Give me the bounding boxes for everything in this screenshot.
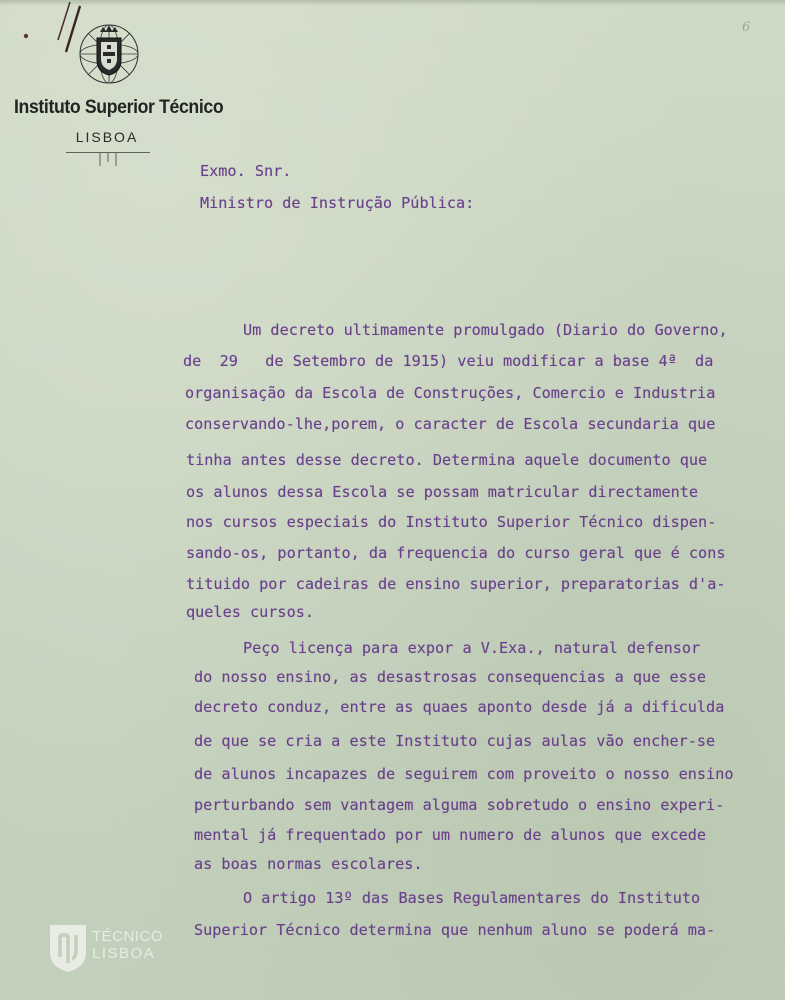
body-line: de alunos incapazes de seguirem com proveito o nosso ensino bbox=[194, 765, 734, 783]
body-line: de 29 de Setembro de 1915) veiu modificar a base 4ª da bbox=[183, 352, 714, 370]
body-line: do nosso ensino, as desastrosas consequencias a que esse bbox=[194, 668, 707, 686]
body-line: tituido por cadeiras de ensino superior, preparatorias d'a- bbox=[186, 575, 726, 593]
body-line: perturbando sem vantagem alguma sobretudo o ensino experi- bbox=[194, 796, 725, 814]
institution-city: LISBOA bbox=[75, 129, 139, 145]
page-number: 6 bbox=[742, 20, 751, 35]
body-line: conservando-lhe,porem, o caracter de Escola secundaria que bbox=[185, 415, 716, 433]
body-line: mental já frequentado por um numero de alunos que excede bbox=[194, 826, 707, 844]
body-line: organisação da Escola de Construções, Comercio e Industria bbox=[185, 384, 716, 402]
paper-edge bbox=[0, 0, 785, 6]
salutation-line-2: Ministro de Instrução Pública: bbox=[200, 194, 475, 212]
body-line: Um decreto ultimamente promulgado (Diario do Governo, bbox=[243, 321, 728, 339]
body-line: nos cursos especiais do Instituto Superior Técnico dispen- bbox=[186, 513, 717, 531]
body-line: sando-os, portanto, da frequencia do curso geral que é cons bbox=[186, 544, 726, 562]
body-line: O artigo 13º das Bases Regulamentares do Instituto bbox=[243, 889, 701, 907]
watermark-line-2: LISBOA bbox=[92, 945, 156, 962]
salutation-line-1: Exmo. Snr. bbox=[200, 162, 292, 180]
coat-of-arms-icon bbox=[76, 20, 142, 86]
tecnico-logo-icon bbox=[46, 923, 90, 973]
body-line: tinha antes desse decreto. Determina aquele documento que bbox=[186, 451, 708, 469]
letterhead-tick-marks bbox=[94, 152, 124, 166]
body-line: de que se cria a este Instituto cujas aulas vão encher-se bbox=[194, 732, 716, 750]
body-line: decreto conduz, entre as quaes aponto desde já a dificulda bbox=[194, 698, 725, 716]
institution-name: Instituto Superior Técnico bbox=[14, 97, 224, 118]
body-line: Peço licença para expor a V.Exa., natural defensor bbox=[243, 639, 701, 657]
watermark-line-1: TÉCNICO bbox=[92, 928, 163, 945]
body-line: as boas normas escolares. bbox=[194, 855, 423, 873]
body-line: Superior Técnico determina que nenhum aluno se poderá ma- bbox=[194, 921, 716, 939]
body-line: queles cursos. bbox=[186, 603, 315, 621]
body-line: os alunos dessa Escola se possam matricular directamente bbox=[186, 483, 699, 501]
